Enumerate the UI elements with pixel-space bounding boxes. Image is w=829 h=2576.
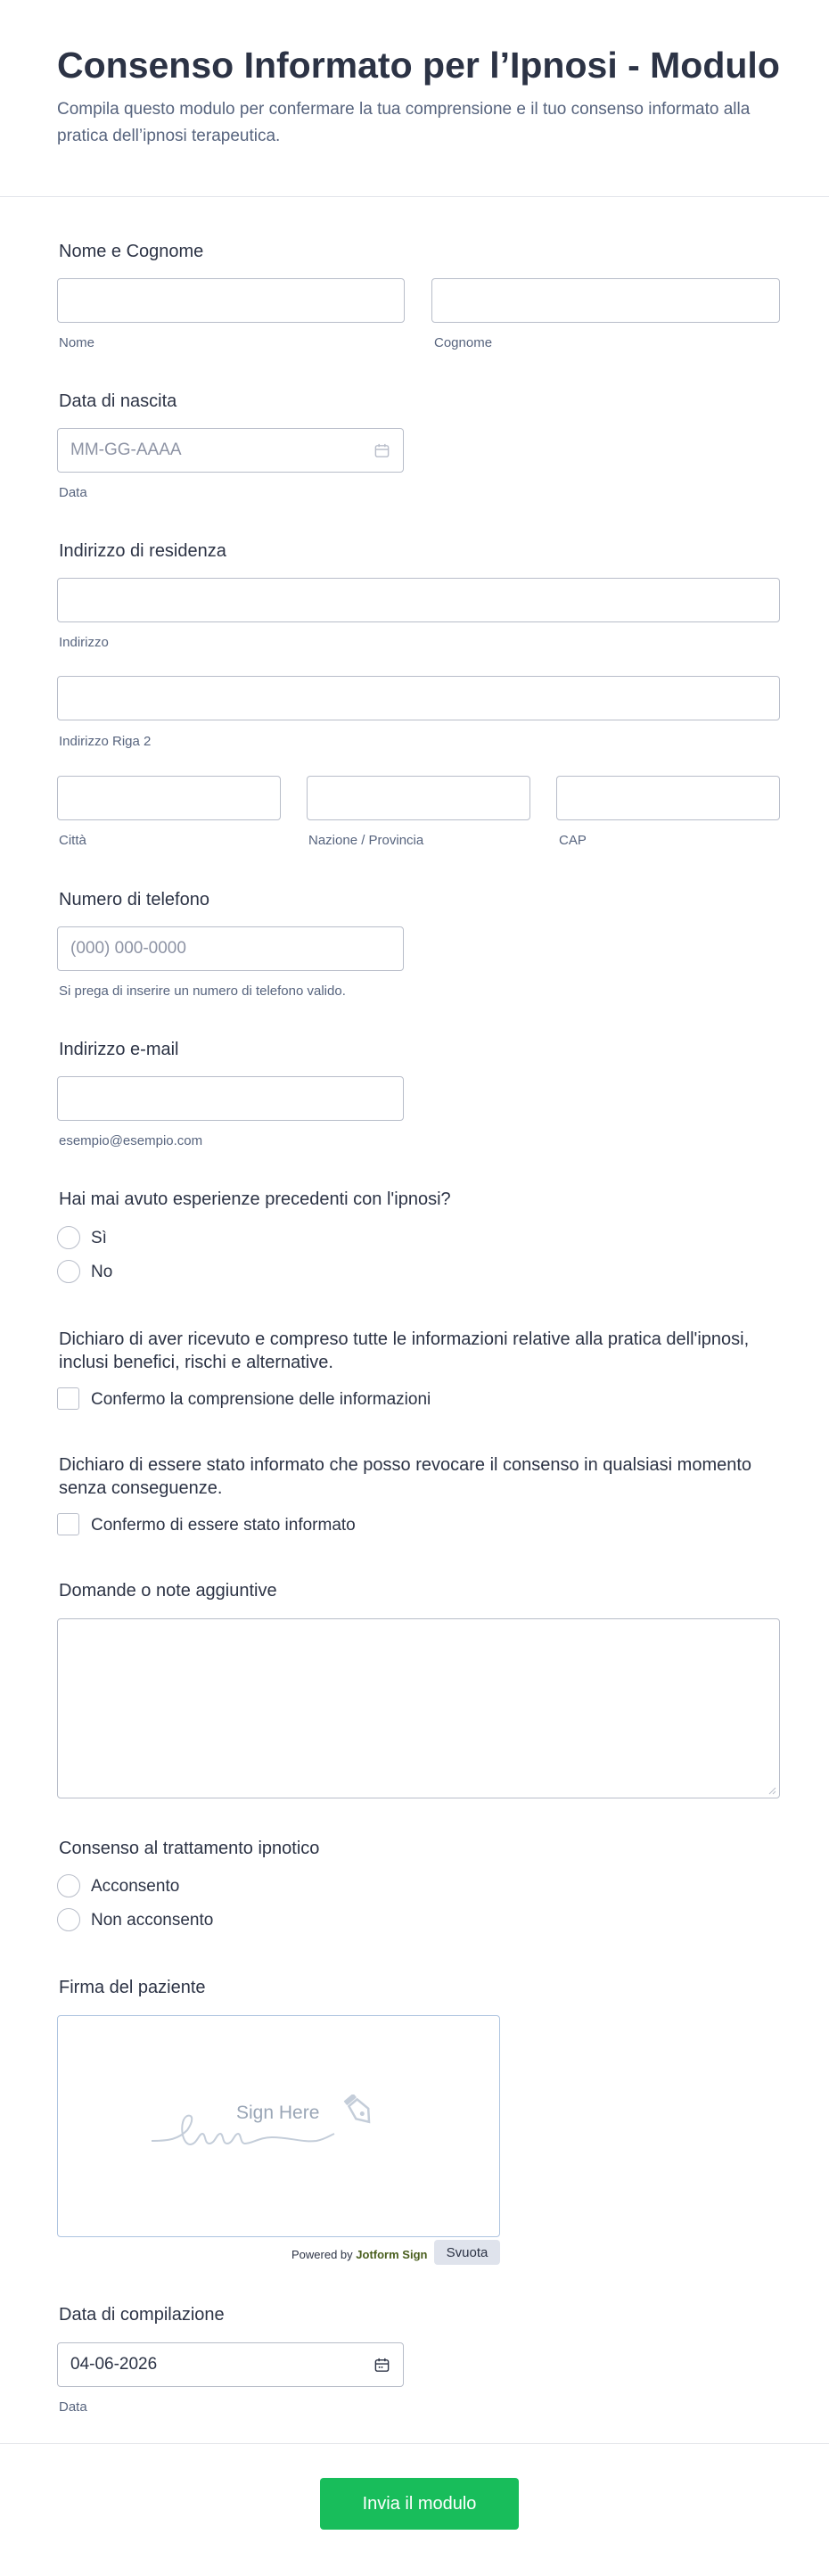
address-line1-sublabel: Indirizzo (59, 635, 109, 650)
fill-date-value: 04-06-2026 (70, 2355, 158, 2374)
phone-label: Numero di telefono (59, 890, 209, 909)
first-name-sublabel: Nome (59, 335, 95, 350)
submit-button[interactable]: Invia il modulo (320, 2478, 519, 2530)
radio-button[interactable] (57, 1226, 80, 1249)
state-input[interactable] (307, 776, 530, 820)
notes-label: Domande o note aggiuntive (59, 1581, 277, 1601)
zip-sublabel: CAP (559, 833, 587, 848)
email-input[interactable] (57, 1076, 404, 1121)
email-sublabel: esempio@esempio.com (59, 1133, 203, 1148)
address-line1-input[interactable] (57, 578, 780, 622)
footer-divider (0, 2443, 829, 2444)
phone-input[interactable] (57, 926, 404, 971)
email-label: Indirizzo e-mail (59, 1040, 179, 1059)
experience-label: Hai mai avuto esperienze precedenti con l'ipnosi? (59, 1189, 451, 1209)
address-label: Indirizzo di residenza (59, 541, 226, 561)
city-sublabel: Città (59, 833, 86, 848)
fill-date-sublabel: Data (59, 2399, 87, 2415)
checkbox-label: Confermo la comprensione delle informazioni (91, 1390, 431, 1409)
last-name-sublabel: Cognome (434, 335, 493, 350)
signature-scribble-icon (147, 2095, 414, 2157)
first-name-input[interactable] (57, 278, 405, 323)
checkbox-label: Confermo di essere stato informato (91, 1516, 356, 1535)
resize-grip-icon[interactable] (767, 1786, 776, 1795)
birth-date-input[interactable] (57, 428, 404, 473)
info-ack-text: Dichiaro di aver ricevuto e compreso tutte le informazioni relative alla pratica dell'ipnosi, inclusi benefici, rischi e alternative. (59, 1329, 750, 1372)
fill-date-label: Data di compilazione (59, 2305, 225, 2325)
address-line2-sublabel: Indirizzo Riga 2 (59, 734, 152, 749)
birth-date-label: Data di nascita (59, 391, 177, 411)
signature-label: Firma del paziente (59, 1978, 206, 1997)
powered-brand: Jotform Sign (356, 2248, 428, 2261)
city-input[interactable] (57, 776, 281, 820)
form-title: Consenso Informato per l’Ipnosi - Modulo (57, 45, 780, 86)
birth-date-sublabel: Data (59, 485, 87, 500)
revoke-ack-text: Dichiaro di essere stato informato che posso revocare il consenso in qualsiasi momento senza conseguenze. (59, 1455, 752, 1498)
form-subtitle: Compila questo modulo per confermare la tua comprensione e il tuo consenso informato alla pratica dell’ipnosi terapeutica. (57, 100, 751, 145)
phone-placeholder: (000) 000-0000 (70, 939, 186, 958)
radio-button[interactable] (57, 1260, 80, 1283)
radio-label: Sì (91, 1229, 107, 1247)
zip-input[interactable] (556, 776, 780, 820)
radio-label: No (91, 1263, 113, 1281)
radio-button[interactable] (57, 1908, 80, 1931)
radio-label: Acconsento (91, 1877, 180, 1896)
name-label: Nome e Cognome (59, 242, 204, 261)
revoke-ack-checkbox[interactable] (57, 1513, 79, 1535)
clear-signature-button[interactable]: Svuota (434, 2240, 500, 2265)
signature-pad[interactable] (57, 2015, 500, 2237)
powered-by-text (291, 2248, 427, 2261)
last-name-input[interactable] (431, 278, 780, 323)
birth-date-placeholder: MM-GG-AAAA (70, 440, 182, 459)
consent-label: Consenso al trattamento ipnotico (59, 1839, 320, 1858)
info-ack-checkbox[interactable] (57, 1387, 79, 1410)
signature-hint: Sign Here (236, 2103, 320, 2123)
radio-button[interactable] (57, 1874, 80, 1897)
state-sublabel: Nazione / Provincia (308, 833, 424, 848)
phone-sublabel: Si prega di inserire un numero di telefono valido. (59, 983, 346, 999)
form-header (0, 0, 829, 197)
fill-date-input[interactable] (57, 2342, 404, 2387)
powered-prefix: Powered by (291, 2248, 353, 2261)
address-line2-input[interactable] (57, 676, 780, 720)
calendar-icon[interactable] (373, 2357, 390, 2374)
radio-label: Non acconsento (91, 1911, 214, 1930)
notes-textarea[interactable] (57, 1618, 780, 1798)
calendar-icon[interactable] (373, 442, 390, 459)
